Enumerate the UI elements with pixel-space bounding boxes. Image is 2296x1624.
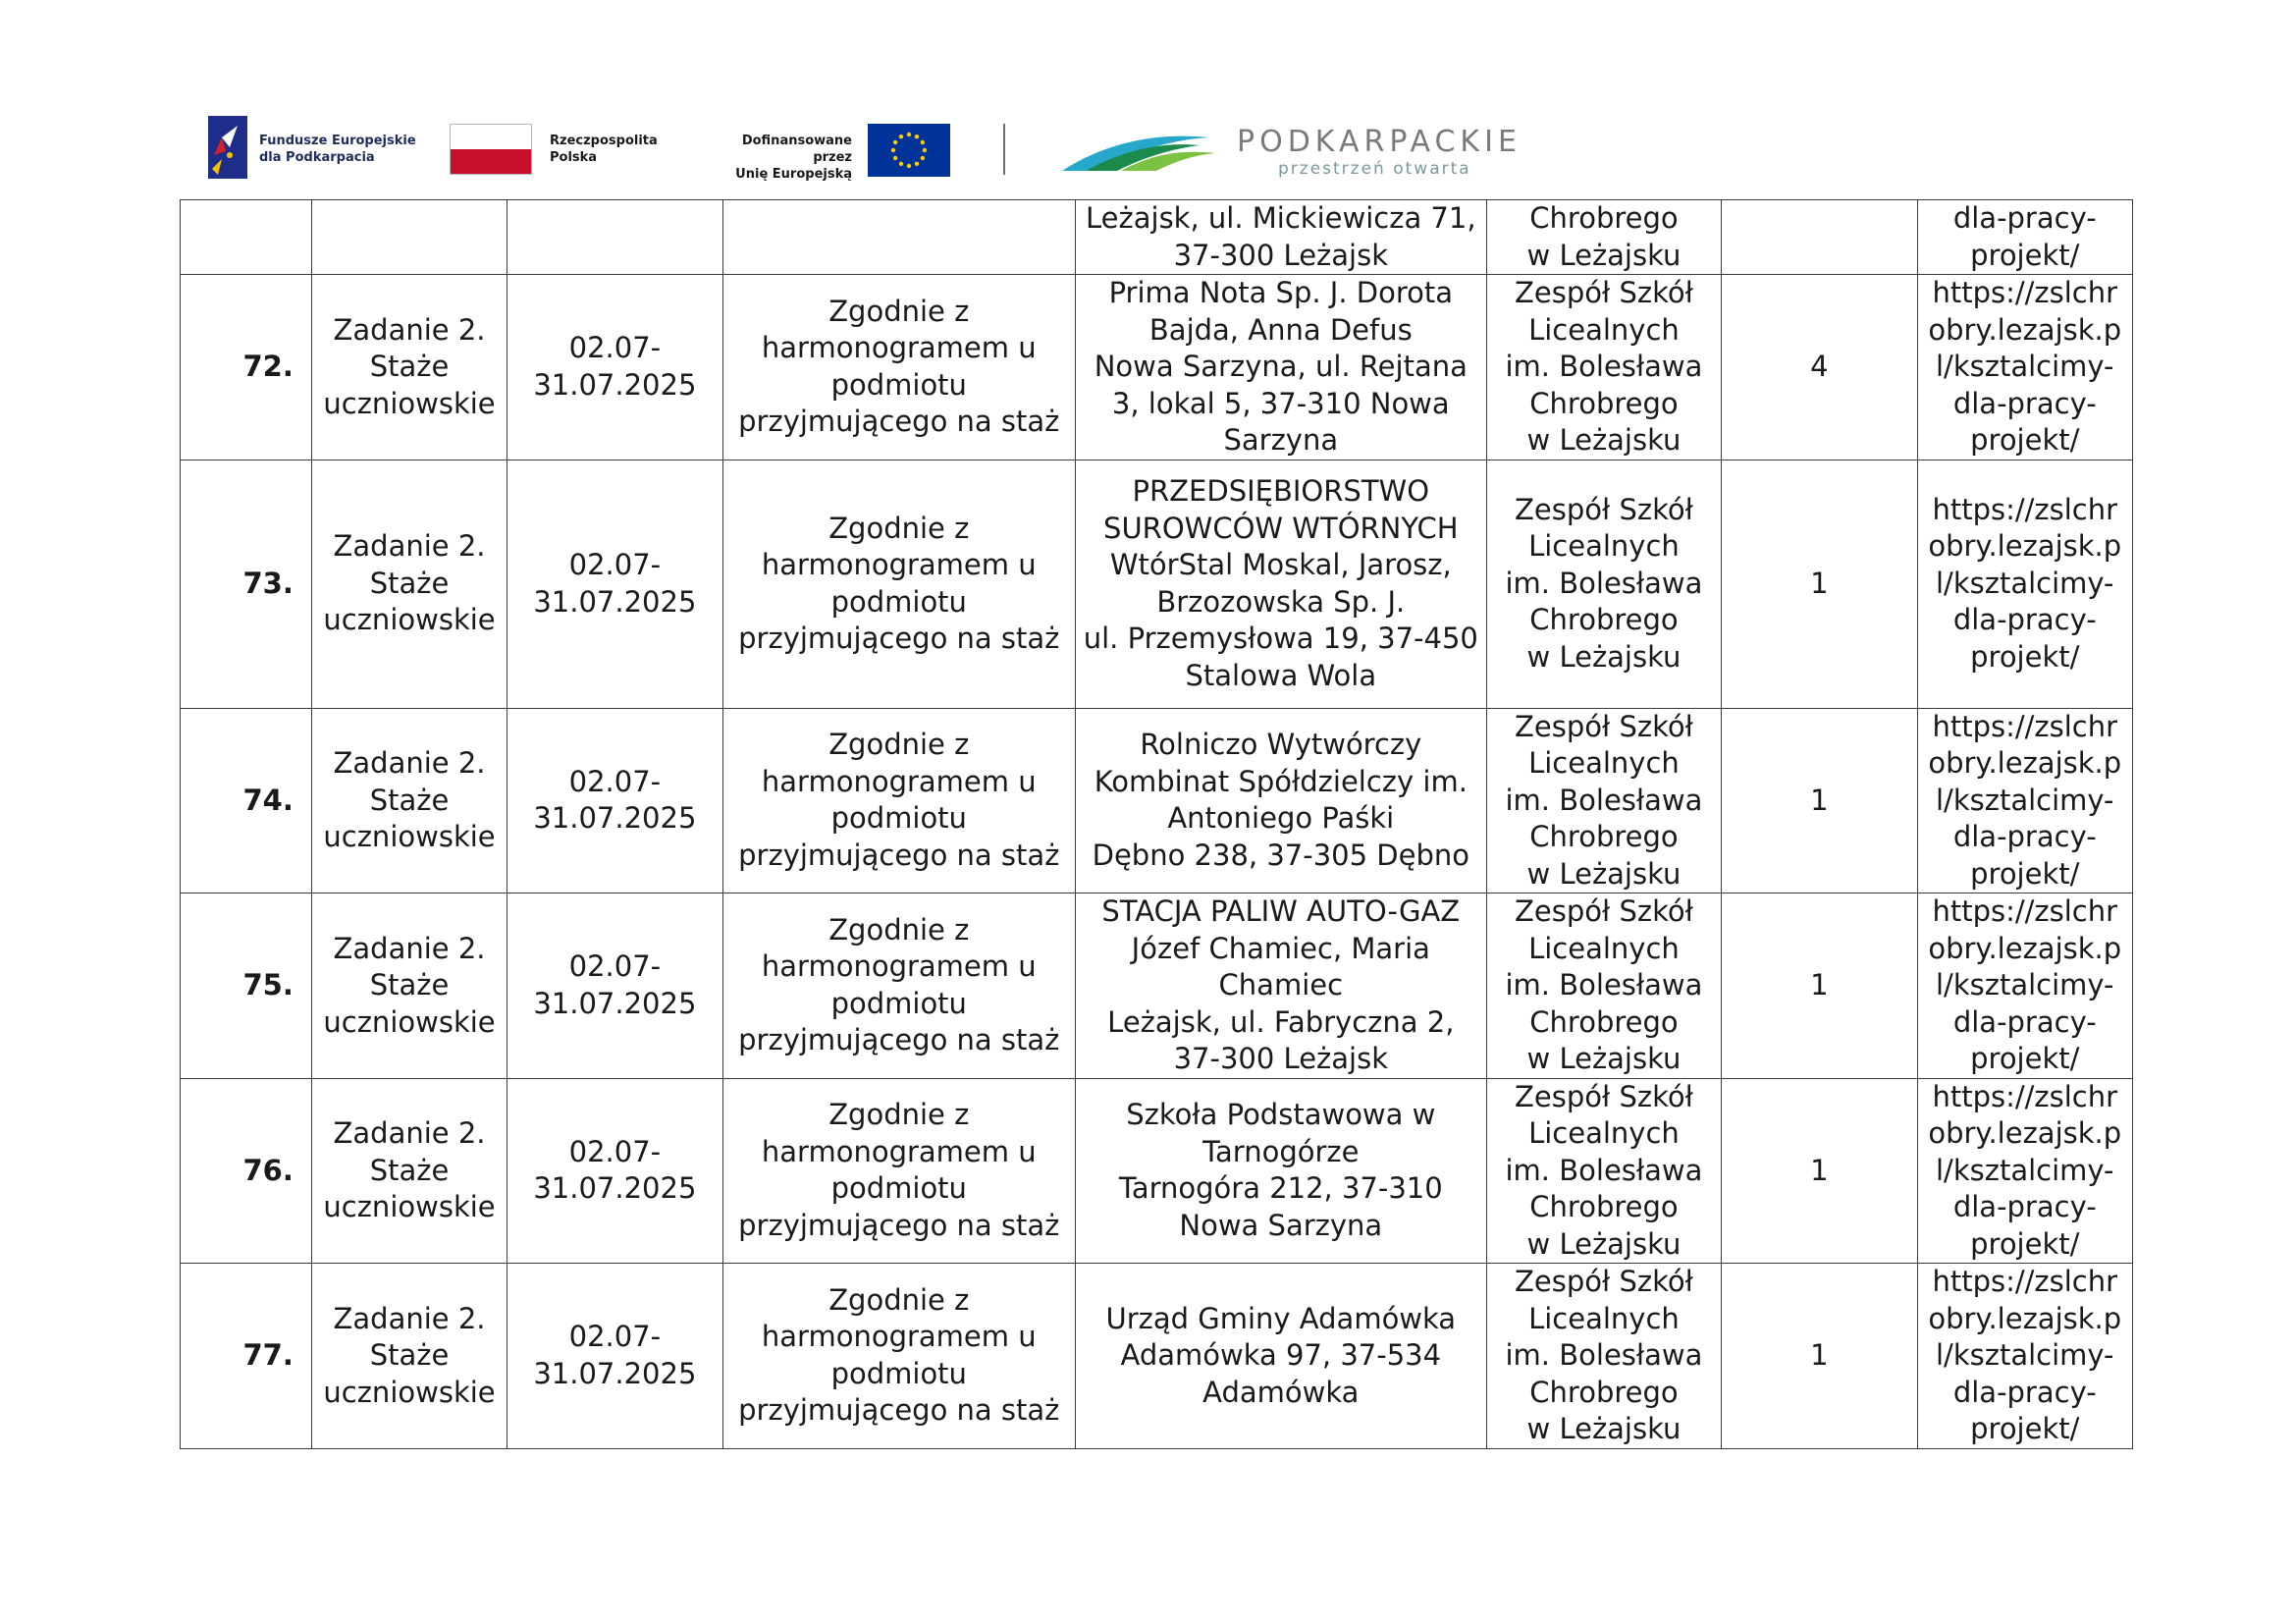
eu-logo-text: Dofinansowane przez Unię Europejską bbox=[735, 134, 852, 182]
podkarpackie-tagline: przestrzeń otwarta bbox=[1278, 159, 1471, 179]
count-cell: 1 bbox=[1722, 1264, 1917, 1449]
employer-cell: Prima Nota Sp. J. Dorota Bajda, Anna Defus Nowa Sarzyna, ul. Rejtana 3, lokal 5, 37-310 Nowa Sarzyna bbox=[1075, 275, 1486, 460]
hours-cell: Zgodnie z harmonogramem u podmiotu przyjmującego na staż bbox=[722, 275, 1075, 460]
row-number bbox=[181, 200, 312, 275]
hours-cell: Zgodnie z harmonogramem u podmiotu przyjmującego na staż bbox=[722, 1078, 1075, 1264]
task-cell: Zadanie 2. Staże uczniowskie bbox=[311, 1078, 507, 1264]
link-cell: https://zslchr obry.lezajsk.p l/ksztalcimy- dla-pracy- projekt/ bbox=[1917, 275, 2132, 460]
school-cell: Zespół Szkół Licealnych im. Bolesława Chrobrego w Leżajsku bbox=[1486, 1264, 1722, 1449]
link-cell: dla-pracy- projekt/ bbox=[1917, 200, 2132, 275]
employer-cell: PRZEDSIĘBIORSTWO SUROWCÓW WTÓRNYCH WtórStal Moskal, Jarosz, Brzozowska Sp. J. ul. Przemysłowa 19, 37-450 Stalowa Wola bbox=[1075, 460, 1486, 708]
employer-cell: Leżajsk, ul. Mickiewicza 71, 37-300 Leżajsk bbox=[1075, 200, 1486, 275]
period-cell: 02.07- 31.07.2025 bbox=[507, 708, 722, 893]
row-number: 72. bbox=[181, 275, 312, 460]
count-cell: 1 bbox=[1722, 893, 1917, 1079]
employer-cell: STACJA PALIW AUTO-GAZ Józef Chamiec, Maria Chamiec Leżajsk, ul. Fabryczna 2, 37-300 Leżajsk bbox=[1075, 893, 1486, 1079]
count-cell bbox=[1722, 200, 1917, 275]
hours-cell: Zgodnie z harmonogramem u podmiotu przyjmującego na staż bbox=[722, 460, 1075, 708]
link-cell: https://zslchr obry.lezajsk.p l/ksztalcimy- dla-pracy- projekt/ bbox=[1917, 708, 2132, 893]
row-number: 77. bbox=[181, 1264, 312, 1449]
table-row bbox=[181, 1264, 2133, 1449]
count-cell: 4 bbox=[1722, 275, 1917, 460]
table-row bbox=[181, 275, 2133, 460]
period-cell: 02.07- 31.07.2025 bbox=[507, 460, 722, 708]
link-cell: https://zslchr obry.lezajsk.p l/ksztalcimy- dla-pracy- projekt/ bbox=[1917, 1078, 2132, 1264]
count-cell: 1 bbox=[1722, 460, 1917, 708]
school-cell: Zespół Szkół Licealnych im. Bolesława Chrobrego w Leżajsku bbox=[1486, 1078, 1722, 1264]
period-cell: 02.07- 31.07.2025 bbox=[507, 893, 722, 1079]
count-cell: 1 bbox=[1722, 1078, 1917, 1264]
podkarpackie-name: PODKARPACKIE bbox=[1237, 125, 1522, 159]
header-logos bbox=[208, 110, 1533, 181]
employer-cell: Urząd Gminy Adamówka Adamówka 97, 37-534 Adamówka bbox=[1075, 1264, 1486, 1449]
task-cell: Zadanie 2. Staże uczniowskie bbox=[311, 893, 507, 1079]
hours-cell: Zgodnie z harmonogramem u podmiotu przyjmującego na staż bbox=[722, 893, 1075, 1079]
rp-logo-text: Rzeczpospolita Polska bbox=[550, 134, 658, 165]
link-cell: https://zslchr obry.lezajsk.p l/ksztalcimy- dla-pracy- projekt/ bbox=[1917, 893, 2132, 1079]
eu-flag-icon bbox=[868, 124, 950, 177]
period-cell: 02.07- 31.07.2025 bbox=[507, 1078, 722, 1264]
table-row bbox=[181, 460, 2133, 708]
hours-cell: Zgodnie z harmonogramem u podmiotu przyjmującego na staż bbox=[722, 708, 1075, 893]
podkarpackie-wave-icon bbox=[1062, 126, 1219, 173]
school-cell: Zespół Szkół Licealnych im. Bolesława Chrobrego w Leżajsku bbox=[1486, 275, 1722, 460]
task-cell: Zadanie 2. Staże uczniowskie bbox=[311, 708, 507, 893]
employer-cell: Rolniczo Wytwórczy Kombinat Spółdzielczy im. Antoniego Paśki Dębno 238, 37-305 Dębno bbox=[1075, 708, 1486, 893]
task-cell bbox=[311, 200, 507, 275]
row-number: 75. bbox=[181, 893, 312, 1079]
row-number: 74. bbox=[181, 708, 312, 893]
task-cell: Zadanie 2. Staże uczniowskie bbox=[311, 460, 507, 708]
period-cell: 02.07- 31.07.2025 bbox=[507, 1264, 722, 1449]
table-row bbox=[181, 708, 2133, 893]
table-row bbox=[181, 893, 2133, 1079]
logo-divider bbox=[1003, 124, 1005, 175]
table-row bbox=[181, 1078, 2133, 1264]
row-number: 73. bbox=[181, 460, 312, 708]
table-row-continued bbox=[181, 200, 2133, 275]
polish-flag-icon bbox=[450, 124, 532, 175]
link-cell: https://zslchr obry.lezajsk.p l/ksztalcimy- dla-pracy- projekt/ bbox=[1917, 460, 2132, 708]
hours-cell: Zgodnie z harmonogramem u podmiotu przyjmującego na staż bbox=[722, 1264, 1075, 1449]
school-cell: Zespół Szkół Licealnych im. Bolesława Chrobrego w Leżajsku bbox=[1486, 460, 1722, 708]
fe-logo-text: Fundusze Europejskie dla Podkarpacia bbox=[259, 134, 416, 165]
internship-table bbox=[180, 199, 2133, 1449]
row-number: 76. bbox=[181, 1078, 312, 1264]
employer-cell: Szkoła Podstawowa w Tarnogórze Tarnogóra 212, 37-310 Nowa Sarzyna bbox=[1075, 1078, 1486, 1264]
link-cell: https://zslchr obry.lezajsk.p l/ksztalcimy- dla-pracy- projekt/ bbox=[1917, 1264, 2132, 1449]
task-cell: Zadanie 2. Staże uczniowskie bbox=[311, 1264, 507, 1449]
period-cell: 02.07- 31.07.2025 bbox=[507, 275, 722, 460]
task-cell: Zadanie 2. Staże uczniowskie bbox=[311, 275, 507, 460]
period-cell bbox=[507, 200, 722, 275]
school-cell: Zespół Szkół Licealnych im. Bolesława Chrobrego w Leżajsku bbox=[1486, 893, 1722, 1079]
school-cell: Zespół Szkół Licealnych im. Bolesława Chrobrego w Leżajsku bbox=[1486, 708, 1722, 893]
hours-cell bbox=[722, 200, 1075, 275]
count-cell: 1 bbox=[1722, 708, 1917, 893]
fe-logo-icon bbox=[208, 116, 247, 179]
school-cell: Chrobrego w Leżajsku bbox=[1486, 200, 1722, 275]
